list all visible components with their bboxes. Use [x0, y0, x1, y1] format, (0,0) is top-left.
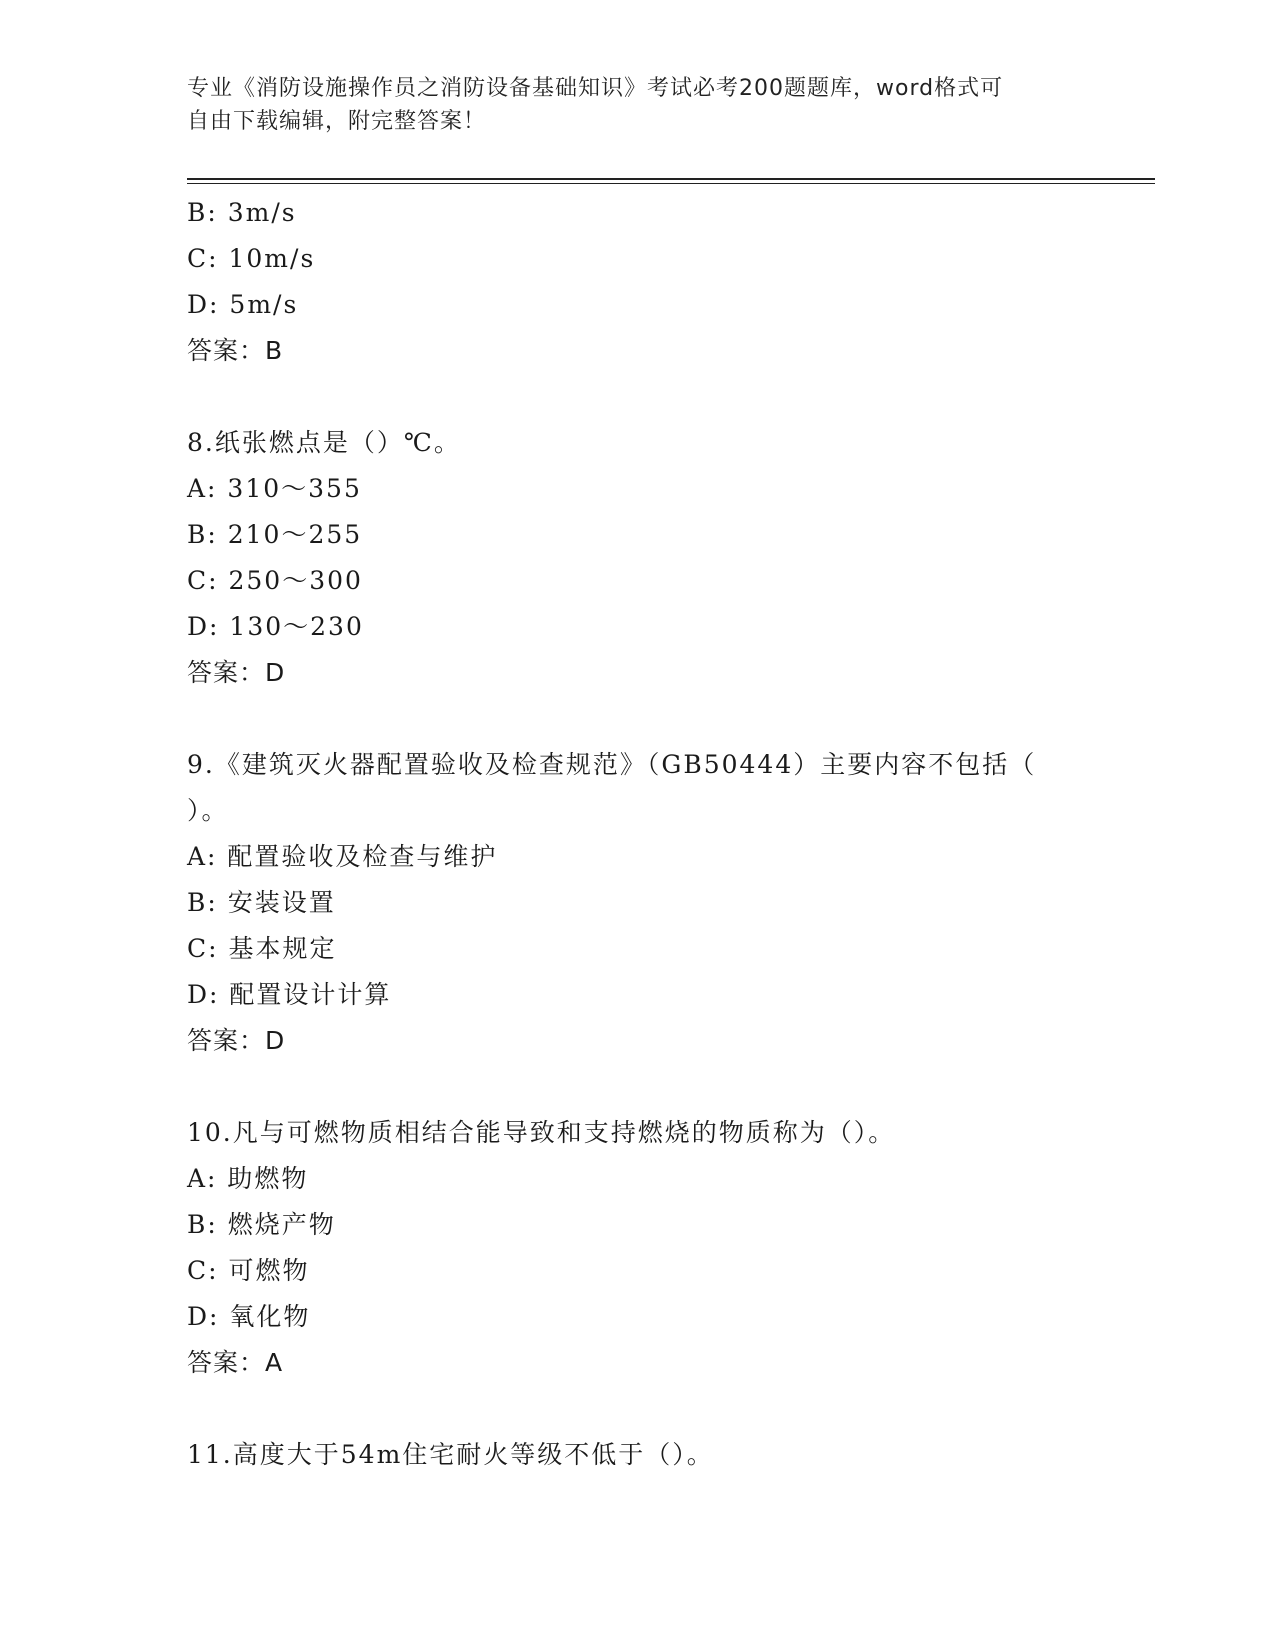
question-text: 11.高度大于54m住宅耐火等级不低于（）。 — [187, 1440, 714, 1469]
question-text: 8.纸张燃点是（）℃。 — [187, 428, 461, 457]
option-d: D: 5m/s — [187, 290, 299, 319]
document-header — [187, 72, 1067, 138]
question-text: 10.凡与可燃物质相结合能导致和支持燃烧的物质称为（）。 — [187, 1118, 896, 1147]
header-line-1: 专业《消防设施操作员之消防设备基础知识》考试必考200题题库，word格式可 — [187, 76, 1004, 101]
option-a: A: 配置验收及检查与维护 — [187, 842, 498, 871]
answer: 答案：D — [187, 658, 286, 687]
option-a: A: 助燃物 — [187, 1164, 309, 1193]
option-a: A: 310～355 — [187, 474, 362, 503]
option-b: B: 安装设置 — [187, 888, 336, 917]
option-b: B: 210～255 — [187, 520, 363, 549]
question-list — [187, 190, 1087, 1478]
question-text-line-1: 9.《建筑灭火器配置验收及检查规范》（GB50444）主要内容不包括（ — [187, 750, 1037, 779]
question-text-line-2: ）。 — [187, 796, 229, 825]
option-b: B: 燃烧产物 — [187, 1210, 336, 1239]
question-9 — [187, 742, 1087, 1064]
option-d: D: 配置设计计算 — [187, 980, 392, 1009]
question-11 — [187, 1432, 1087, 1478]
question-7 — [187, 190, 1087, 374]
question-10 — [187, 1110, 1087, 1386]
option-d: D: 130～230 — [187, 612, 364, 641]
answer: 答案：A — [187, 1348, 284, 1377]
option-c: C: 10m/s — [187, 244, 316, 273]
option-c: C: 基本规定 — [187, 934, 337, 963]
header-line-2: 自由下载编辑，附完整答案！ — [187, 109, 487, 134]
option-c: C: 250～300 — [187, 566, 363, 595]
answer: 答案：D — [187, 1026, 286, 1055]
option-c: C: 可燃物 — [187, 1256, 310, 1285]
option-d: D: 氧化物 — [187, 1302, 311, 1331]
answer: 答案：B — [187, 336, 284, 365]
option-b: B: 3m/s — [187, 198, 297, 227]
header-rule-thin — [187, 183, 1155, 184]
question-8 — [187, 420, 1087, 696]
header-rule-thick — [187, 178, 1155, 180]
